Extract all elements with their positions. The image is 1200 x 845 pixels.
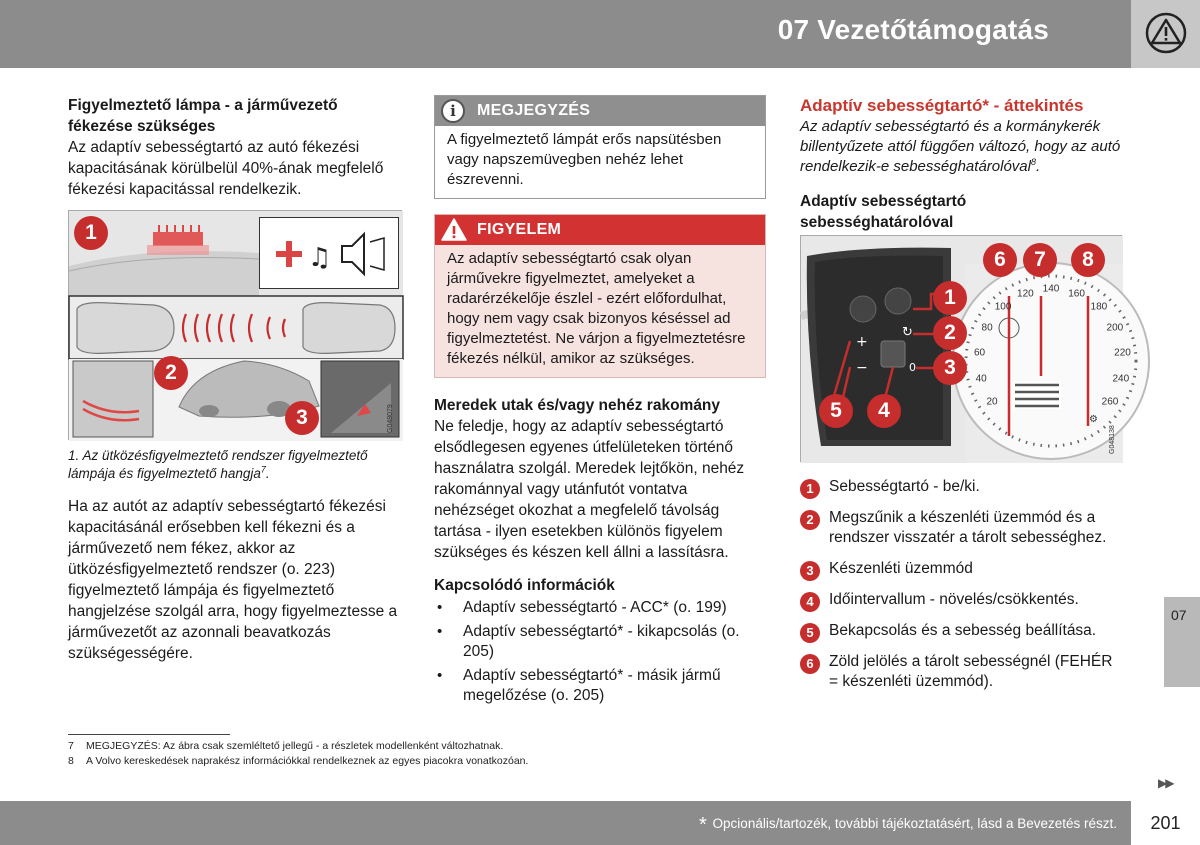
figure-caption: 1. Az ütközésfigyelmeztető rendszer figyelmeztető lámpája és figyelmeztető hangja$^7$. xyxy=(68,448,368,481)
figure-code: G048079 xyxy=(387,404,394,433)
chapter-header xyxy=(0,0,1131,68)
speed-label: 220 xyxy=(1114,347,1131,359)
callout-badge-2: 2 xyxy=(154,356,188,390)
chapter-icon-box xyxy=(1131,0,1200,68)
svg-text:−: − xyxy=(856,360,868,376)
chapter-side-tab-label: 07 xyxy=(1171,607,1187,623)
footnote-number: 8 xyxy=(68,755,74,767)
steering-wheel-keypad-figure xyxy=(800,235,1131,462)
note-box xyxy=(434,95,766,199)
caption-footnote-ref: 7 xyxy=(260,464,266,475)
page-footer xyxy=(0,801,1131,845)
note-text: A figyelmeztető lámpát erős napsütésben vagy napszemüvegben nehéz lehet észrevenni. xyxy=(447,131,722,188)
steep-roads-heading: Meredek utak és/vagy nehéz rakomány xyxy=(434,397,721,414)
legend-text: Bekapcsolás és a sebesség beállítása. xyxy=(829,622,1097,639)
legend-text: Zöld jelölés a tárolt sebességnél (FEHÉR = készenléti üzemmód). xyxy=(829,653,1113,690)
overview-intro-text: Az adaptív sebességtartó és a kormánykerék billentyűzete attól függően változó, hogy az autó rendelkezik-e sebességhatárolóval xyxy=(800,118,1121,175)
callout-badge-5: 5 xyxy=(819,394,853,428)
legend-item xyxy=(800,590,1122,610)
legend-item xyxy=(800,477,1122,497)
legend-text: Sebességtartó - be/ki. xyxy=(829,478,980,495)
legend-number: 5 xyxy=(800,623,820,643)
footnote xyxy=(68,755,528,768)
callout-badge-7: 7 xyxy=(1023,243,1057,277)
related-info-heading: Kapcsolódó információk xyxy=(434,577,615,594)
legend-text: Megszűnik a készenléti üzemmód és a rendszer visszatér a tárolt sebességhez. xyxy=(829,509,1107,546)
speed-label: 120 xyxy=(1017,288,1034,300)
callout-badge-8: 8 xyxy=(1071,243,1105,277)
speed-label: 140 xyxy=(1042,283,1060,295)
footnote-divider xyxy=(68,734,230,735)
steep-roads-text: Ne feledje, hogy az adaptív sebességtartó elsődlegesen egyenes útfelületeken történő használatra szolgál. Meredek lejtőkön, nehéz rakománnyal vagy utánfutót vontatva nehézséget okozhat a megfelelő távolság tartása - ilyen esetekben különös figyelem szükséges és készen kell állni a lassításra. xyxy=(434,418,745,561)
footer-text: Opcionális/tartozék, további tájékoztatásért, lásd a Bevezetés részt. xyxy=(712,816,1117,831)
related-links-list xyxy=(434,598,766,706)
legend-number: 3 xyxy=(800,561,820,581)
column-right xyxy=(800,95,1131,703)
section-heading: Figyelmeztető lámpa - a járművezető fékezése szükséges xyxy=(68,97,338,135)
speed-label: 100 xyxy=(994,301,1012,313)
chapter-title: 07 Vezetőtámogatás xyxy=(777,14,1049,45)
svg-text:↻: ↻ xyxy=(902,325,913,340)
callout-badge-6: 6 xyxy=(983,243,1017,277)
warning-sound-panel xyxy=(259,217,399,289)
speed-label: 200 xyxy=(1106,322,1124,334)
legend-number: 6 xyxy=(800,654,820,674)
intro-text: Az adaptív sebességtartó az autó fékezési kapacitásának körülbelül 40%-ának megfelelő fékezési kapacitással rendelkezik. xyxy=(68,139,384,198)
callout-badge-3: 3 xyxy=(285,401,319,435)
related-link[interactable]: • Adaptív sebességtartó - ACC* (o. 199) xyxy=(434,598,766,618)
speed-label: 260 xyxy=(1101,396,1119,408)
callout-badge-2: 2 xyxy=(933,316,967,350)
legend-text: Időintervallum - növelés/csökkentés. xyxy=(829,591,1079,608)
svg-text:0: 0 xyxy=(909,361,916,374)
callout-badge-1: 1 xyxy=(933,281,967,315)
callout-badge-3: 3 xyxy=(933,351,967,385)
column-middle xyxy=(434,95,766,710)
svg-text:⚙: ⚙ xyxy=(1089,414,1098,425)
overview-heading: Adaptív sebességtartó* - áttekintés xyxy=(800,96,1084,115)
warning-text: Az adaptív sebességtartó csak olyan járművekre figyelmeztet, amelyeket a radarérzékelője észlel - ezért előfordulhat, hogy nem vagy csak bizonyos késéssel ad figyelmeztetést. Ne várjon a figyelmeztetésre fékezés nélkül, amikor az szükséges. xyxy=(447,250,746,367)
legend-item xyxy=(800,508,1122,548)
limiter-subheading: Adaptív sebességtartó sebességhatárolóval xyxy=(800,193,967,231)
note-title: MEGJEGYZÉS xyxy=(477,102,591,119)
footnote-text: A Volvo kereskedések naprakész információkkal rendelkeznek az egyes piacokra vonatkozóan. xyxy=(86,755,529,767)
warning-triangle-icon xyxy=(441,218,467,242)
speed-label: 20 xyxy=(986,396,998,408)
footnote-text: MEGJEGYZÉS: Az ábra csak szemléltető jellegű - a részletek modellenként változhatnak. xyxy=(86,740,504,752)
svg-text:♫: ♫ xyxy=(308,243,332,273)
speed-label: 180 xyxy=(1090,301,1108,313)
warning-triangle-icon xyxy=(1144,12,1188,54)
note-header xyxy=(435,96,765,126)
caption-text: 1. Az ütközésfigyelmeztető rendszer figyelmeztető lámpája és figyelmeztető hangja xyxy=(68,448,368,481)
legend-list xyxy=(800,477,1122,692)
callout-badge-1: 1 xyxy=(74,216,108,250)
warning-header xyxy=(435,215,765,245)
footnote-number: 7 xyxy=(68,740,74,752)
legend-number: 4 xyxy=(800,592,820,612)
footer-note xyxy=(699,814,1117,837)
intro-footnote-ref: 8 xyxy=(1030,157,1036,167)
overview-intro: Az adaptív sebességtartó és a kormánykerék billentyűzete attól függően változó, hogy az autó rendelkezik-e sebességhatárolóval$^8$. xyxy=(800,118,1121,175)
legend-text: Készenléti üzemmód xyxy=(829,560,973,577)
speed-label: 240 xyxy=(1112,373,1130,385)
related-link[interactable]: • Adaptív sebességtartó* - kikapcsolás (o. 205) xyxy=(434,622,766,662)
page-number: 201 xyxy=(1131,801,1200,845)
callout-badge-4: 4 xyxy=(867,394,901,428)
body-text: Ha az autót az adaptív sebességtartó fékezési kapacitásánál erősebben kell fékezni és a járművezető nem fékez, akkor az ütközésfigyelmeztető rendszer (o. 223) figyelmeztető lámpája és figyelmeztető hangjelzése szolgál arra, hogy figyelmeztesse a járművezetőt az azonnali beavatkozás szükségességére. xyxy=(68,498,398,662)
legend-number: 1 xyxy=(800,479,820,499)
chapter-side-tab xyxy=(1164,597,1200,687)
speed-label: 40 xyxy=(975,373,987,385)
warning-box xyxy=(434,214,766,378)
collision-warning-figure xyxy=(68,210,402,440)
next-page-icon[interactable]: ▶▶ xyxy=(1158,776,1173,790)
column-left xyxy=(68,95,400,664)
footnote xyxy=(68,740,503,753)
speaker-sound-icon xyxy=(260,218,400,290)
info-icon: i xyxy=(441,99,465,123)
speed-label: 60 xyxy=(973,347,986,359)
svg-text:+: + xyxy=(856,334,868,350)
speed-label: 80 xyxy=(981,322,993,334)
legend-number: 2 xyxy=(800,510,820,530)
warning-title: FIGYELEM xyxy=(477,221,562,238)
legend-item xyxy=(800,559,1122,579)
legend-item xyxy=(800,621,1122,641)
footer-star: * xyxy=(698,814,707,836)
speed-label: 160 xyxy=(1068,288,1085,300)
figure-code: G048138 xyxy=(1109,425,1116,454)
legend-item xyxy=(800,652,1122,692)
related-link[interactable]: • Adaptív sebességtartó* - másik jármű megelőzése (o. 205) xyxy=(434,666,766,706)
